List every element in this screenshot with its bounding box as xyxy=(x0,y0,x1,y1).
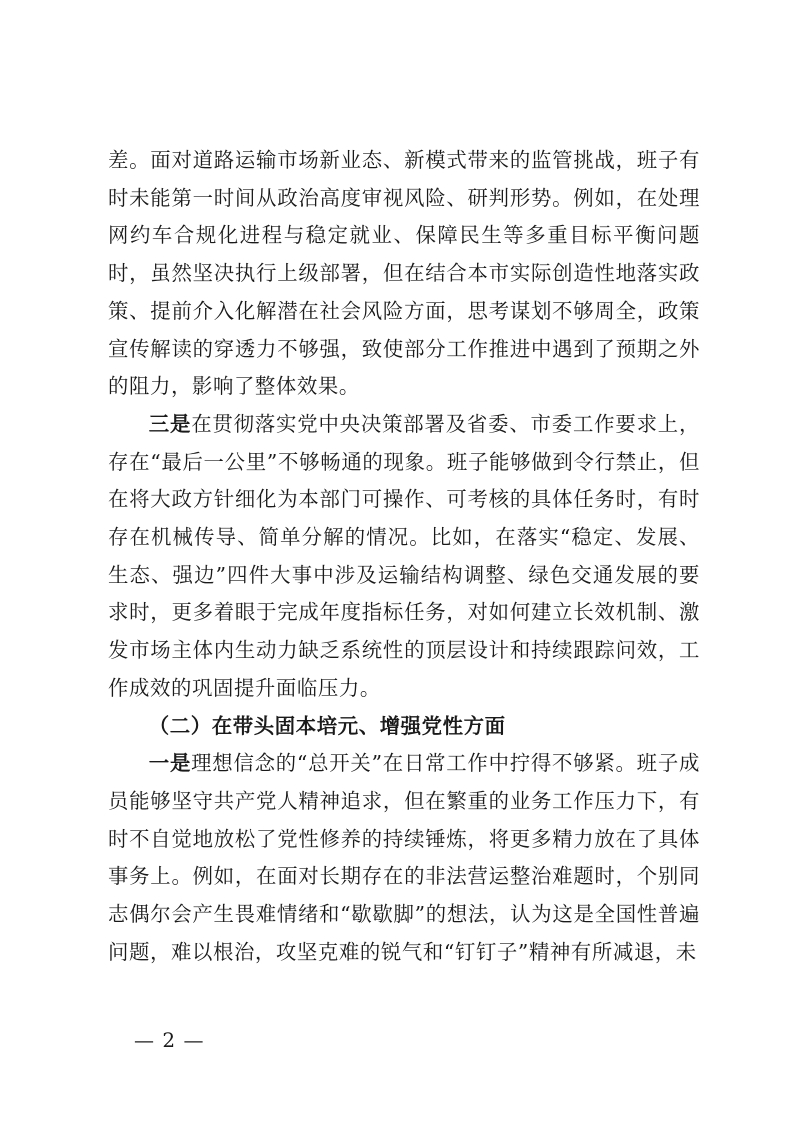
section-heading: （二）在带头固本培元、增强党性方面 xyxy=(148,713,506,738)
paragraph-text: 差。面对道路运输市场新业态、新模式带来的监管挑战，班子有时未能第一时间从政治高度审视风险、研判形势。例如，在处理网约车合规化进程与稳定就业、保障民生等多重目标平衡问题时，虽然坚决执行上级部署，但在结合本市实际创造性地落实政策、提前介入化解潜在社会风险方面，思考谋划不够周全，政策宣传解读的穿透力不够强，致使部分工作推进中遇到了预期之外的阻力，影响了整体效果。 xyxy=(108,148,700,399)
paragraph-text: 在贯彻落实党中央决策部署及省委、市委工作要求上，存在“最后一公里”不够畅通的现象。班子能够做到令行禁止，但在将大政方针细化为本部门可操作、可考核的具体任务时，有时存在机械传导、简单分解的情况。比如，在落实“稳定、发展、生态、强边”四件大事中涉及运输结构调整、绿色交通发展的要求时，更多着眼于完成年度指标任务，对如何建立长效机制、激发市场主体内生动力缺乏系统性的顶层设计和持续跟踪问效，工作成效的巩固提升面临压力。 xyxy=(108,411,700,700)
paragraph-point-one xyxy=(108,745,700,971)
document-body xyxy=(108,142,700,971)
paragraph-lead: 三是 xyxy=(148,411,192,436)
page-number: — 2 — xyxy=(134,1028,205,1052)
paragraph-point-three xyxy=(108,406,700,708)
paragraph-continuation xyxy=(108,142,700,406)
paragraph-lead: 一是 xyxy=(148,751,192,776)
paragraph-text: 理想信念的“总开关”在日常工作中拧得不够紧。班子成员能够坚守共产党人精神追求，但在繁重的业务工作压力下，有时不自觉地放松了党性修养的持续锤炼，将更多精力放在了具体事务上。例如，在面对长期存在的非法营运整治难题时，个别同志偶尔会产生畏难情绪和“歇歇脚”的想法，认为这是全国性普遍问题，难以根治，攻坚克难的锐气和“钉钉子”精神有所减退，未 xyxy=(108,751,700,964)
